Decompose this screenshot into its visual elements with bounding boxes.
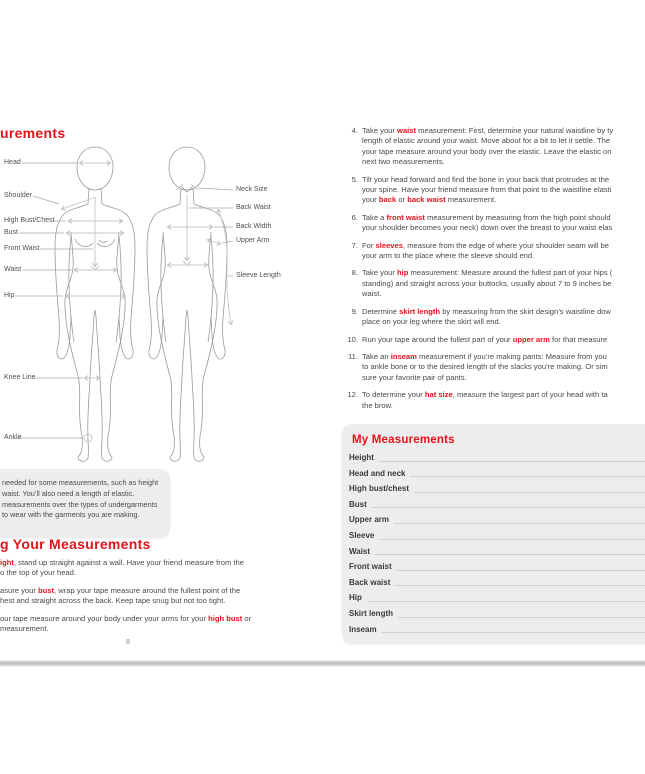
text-segment: your (362, 195, 379, 205)
step-line (362, 147, 613, 157)
text-segment: sure your favorite pair of pants. (362, 372, 467, 382)
step-line (362, 289, 612, 299)
text-segment: , wrap your tape measure around the fullest point of the (54, 585, 241, 595)
text-segment: or (396, 195, 408, 205)
step-line (362, 251, 609, 261)
measurement-row (349, 512, 645, 528)
measurement-row (349, 606, 645, 622)
highlighted-term: ight (0, 558, 14, 567)
diagram-label-waist: Waist (4, 266, 22, 273)
measurement-label: Sleeve (349, 530, 375, 540)
step-number: 10. (347, 334, 358, 344)
step-text (362, 335, 607, 345)
text-segment: Take your (362, 268, 398, 278)
highlighted-term: sleeves (375, 240, 403, 250)
text-segment: measurement by measuring from the high point should (424, 212, 611, 222)
diagram-label-sleeve-length: Sleeve Length (236, 272, 281, 279)
page-number: 8 (126, 639, 130, 646)
text-segment: next two measurements. (362, 157, 445, 167)
text-segment: For (362, 240, 376, 250)
diagram-label-high-bust: High Bust/Chest (4, 217, 55, 224)
highlighted-term: upper arm (512, 334, 550, 344)
measurement-label: Hip (349, 593, 362, 603)
step-line (362, 352, 608, 362)
paragraph-line (0, 624, 340, 634)
step-item (345, 335, 645, 345)
text-segment: hest and straight across the back. Keep tape snug but not too tight. (0, 596, 226, 606)
measurement-label: Waist (349, 546, 371, 556)
diagram-label-neck-size: Neck Size (236, 186, 268, 193)
step-line (362, 268, 612, 278)
label-leader-lines (15, 163, 233, 438)
step-text (362, 175, 611, 206)
text-segment: Run your tape around the fullest part of your (362, 334, 513, 344)
step-line (362, 157, 613, 167)
text-segment: Tilt your head forward and find the bone in your back that protrudes at the (362, 174, 610, 184)
step-item (345, 268, 645, 299)
note-line: to wear with the garments you are making. (2, 510, 140, 520)
text-segment: measurement if you’re making pants: Measure from you (416, 351, 607, 361)
fill-in-line (394, 523, 645, 524)
highlighted-term: inseam (390, 351, 417, 361)
paragraph (0, 614, 340, 635)
step-number: 7. (351, 240, 358, 250)
highlighted-term: skirt length (399, 306, 441, 316)
fill-in-line (397, 570, 645, 571)
step-text (362, 307, 611, 328)
highlighted-term: high bust (208, 613, 243, 623)
step-item (345, 241, 645, 262)
step-item (345, 352, 645, 383)
fill-in-line (410, 476, 645, 477)
steps-list (345, 126, 645, 418)
fill-in-line (367, 601, 645, 602)
my-measurements-heading: My Measurements (352, 434, 455, 446)
fill-in-line (414, 492, 645, 493)
text-segment: or (242, 613, 252, 623)
step-line (362, 373, 608, 383)
step-number: 12. (347, 390, 358, 400)
step-line (362, 390, 608, 400)
highlighted-term: front waist (386, 212, 425, 222)
measurement-row (349, 575, 645, 591)
step-text (362, 126, 613, 168)
measurement-rows (349, 450, 645, 637)
step-line (362, 223, 612, 233)
step-item (345, 175, 645, 206)
fill-in-line (375, 554, 645, 555)
measurement-row (349, 544, 645, 560)
step-text (362, 241, 609, 262)
measurement-row (349, 466, 645, 482)
step-item (345, 390, 645, 411)
instruction-paragraphs (0, 558, 340, 641)
diagram-label-hip: Hip (4, 292, 15, 299)
measurement-label: Front waist (349, 562, 392, 572)
step-number: 9. (351, 306, 358, 316)
text-segment: for that measure (549, 334, 608, 344)
diagram-label-bust: Bust (4, 229, 19, 236)
paragraph-line (0, 614, 340, 624)
text-segment: your shoulder becomes your neck) down over the breast to your waist elas (362, 223, 613, 233)
highlighted-term: hat size (424, 390, 453, 400)
step-text (362, 390, 608, 411)
text-segment: , stand up straight against a wall. Have your friend measure from the (13, 558, 244, 567)
step-line (362, 126, 613, 136)
diagram-label-back-width: Back Width (236, 223, 272, 230)
step-line (362, 279, 612, 289)
text-segment: to ankle bone or to the desired length of the slacks you’re making. Or sim (362, 362, 608, 372)
step-line (362, 185, 611, 195)
paragraph-line (0, 558, 340, 568)
measurement-row (349, 481, 645, 497)
step-text (362, 352, 608, 383)
step-number: 11. (348, 351, 358, 361)
fill-in-line (379, 461, 645, 462)
step-line (362, 136, 613, 146)
step-line (362, 195, 611, 205)
note-line: waist. You’ll also need a length of elastic. (2, 488, 135, 498)
fill-in-line (372, 507, 645, 508)
text-segment: your spine. Have your friend measure from that point to the waistline elasti (362, 185, 612, 195)
text-segment: measurement. (445, 195, 497, 205)
step-line (362, 362, 608, 372)
fill-in-line (379, 539, 645, 540)
text-segment: asure your (0, 585, 38, 595)
step-number: 5. (351, 174, 358, 184)
section-heading-fragment: g Your Measurements (0, 536, 151, 552)
text-segment: your arm to the place where the sleeve should end. (362, 251, 535, 261)
highlighted-term: back waist (407, 195, 446, 205)
fill-in-line (382, 632, 645, 633)
diagram-label-back-waist: Back Waist (236, 204, 271, 211)
page-title-fragment: urements (0, 125, 66, 141)
measurement-label: Bust (349, 499, 367, 509)
step-item (345, 307, 645, 328)
measurement-label: High bust/chest (349, 484, 410, 494)
diagram-label-ankle: Ankle (4, 434, 22, 441)
paragraph (0, 586, 340, 607)
fill-in-line (398, 617, 645, 618)
measurement-row (349, 450, 645, 466)
measurement-label: Skirt length (349, 608, 394, 618)
text-segment: by measuring from the skirt design’s waistline dow (440, 306, 611, 316)
paragraph-line (0, 568, 340, 578)
step-text (362, 268, 612, 299)
text-segment: Take your (362, 126, 398, 135)
measurement-row (349, 497, 645, 513)
step-line (362, 241, 609, 251)
text-segment: measurement: First, determine your natural waistline by ty (416, 126, 614, 135)
note-line: measurements over the types of undergarments (2, 499, 158, 509)
diagram-label-shoulder: Shoulder (4, 192, 33, 199)
measurement-label: Head and neck (349, 468, 406, 478)
text-segment: standing) and straight across your buttocks, usually about 7 to 9 inches be (362, 278, 612, 288)
step-text (362, 213, 612, 234)
text-segment: your tape measure around your body over the elastic. Leave the elastic on (362, 146, 612, 156)
measurement-label: Back waist (349, 577, 391, 587)
text-segment: our tape measure around your body under your arms for your (0, 613, 209, 623)
text-segment: o the top of your head. (0, 568, 76, 578)
measurement-row (349, 622, 645, 638)
step-line (362, 307, 611, 317)
step-number: 8. (351, 268, 358, 278)
page-edge-shadow (0, 660, 645, 667)
paragraph (0, 558, 340, 579)
supplies-note-box (0, 469, 170, 538)
highlighted-term: waist (397, 126, 417, 135)
measurement-label: Inseam (349, 624, 377, 634)
paragraph-line (0, 596, 340, 606)
measurement-row (349, 528, 645, 544)
step-number: 4. (351, 126, 358, 135)
text-segment: , measure the largest part of your head with ta (452, 390, 608, 400)
step-line (362, 335, 607, 345)
my-measurements-box (342, 424, 645, 644)
measurement-label: Height (349, 453, 374, 462)
body-measurement-diagram (0, 140, 330, 465)
text-segment: , measure from the edge of where your shoulder seam will be (402, 240, 609, 250)
text-segment: To determine your (362, 390, 425, 400)
step-line (362, 213, 612, 223)
fill-in-line (395, 585, 645, 586)
step-number: 6. (351, 212, 358, 222)
diagram-label-front-waist: Front Waist (4, 245, 40, 252)
measurement-row (349, 559, 645, 575)
measurement-arrows (62, 163, 231, 442)
highlighted-term: hip (397, 268, 409, 278)
text-segment: place on your leg where the skirt will end. (362, 317, 501, 327)
highlighted-term: back (378, 195, 397, 205)
text-segment: measurement. (0, 624, 49, 634)
diagram-label-upper-arm: Upper Arm (236, 237, 270, 244)
text-segment: Take an (362, 351, 391, 361)
text-segment: Determine (362, 306, 400, 316)
text-segment: waist. (362, 289, 382, 299)
step-item (345, 126, 645, 168)
text-segment: Take a (362, 212, 387, 222)
paragraph-line (0, 586, 340, 596)
step-line (362, 401, 608, 411)
text-segment: length of elastic around your waist. Move about for a bit to let it settle. The (362, 136, 611, 146)
measurement-row (349, 590, 645, 606)
back-figure-outline (147, 147, 227, 461)
diagram-label-knee-line: Knee Line (4, 374, 36, 381)
front-figure-outline (55, 147, 135, 461)
diagram-label-head: Head (4, 159, 21, 166)
highlighted-term: bust (38, 585, 55, 595)
text-segment: the brow. (362, 400, 393, 410)
step-line (362, 317, 611, 327)
text-segment: measurement: Measure around the fullest part of your hips ( (408, 268, 613, 278)
step-item (345, 213, 645, 234)
measurement-label: Upper arm (349, 515, 390, 525)
step-line (362, 175, 611, 185)
note-line: needed for some measurements, such as height (2, 478, 159, 487)
